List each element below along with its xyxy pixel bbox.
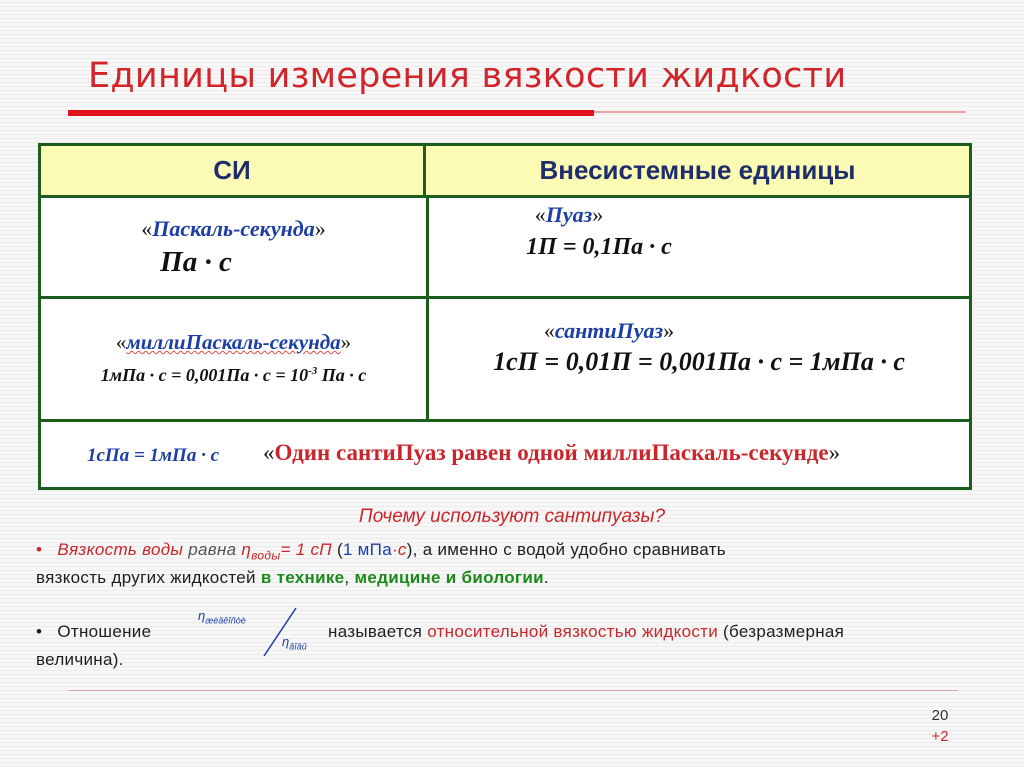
row-divider-2 <box>41 419 969 422</box>
equivalence-formula: 1сПа = 1мПа · с <box>87 445 220 466</box>
millipascal-formula: $1мПа \cdot с = 0,001Па \cdot с = 10^{-3}$ Па · с <box>100 365 367 385</box>
millipascal-unit-name: «миллиПаскаль-секунда» <box>115 330 352 354</box>
units-table <box>38 143 972 490</box>
viscosity-ratio-fraction: $\eta_{æèäêîñòè}$ $\eta_{âîäû}$ <box>198 606 328 662</box>
title-underline-thin <box>594 111 966 113</box>
poise-unit-name: «Пуаз» <box>534 202 604 227</box>
footer-rule <box>68 690 958 691</box>
question-heading: Почему используют сантипуазы? <box>358 506 666 527</box>
header-si: СИ <box>41 146 426 198</box>
slide-title: Единицы измерения вязкости жидкости <box>88 56 847 96</box>
centipoise-formula: 1сП = 0,01П = 0,001Па · с = 1мПа · с <box>493 347 905 376</box>
row-divider-1 <box>41 296 969 299</box>
page-number: 20 <box>931 707 949 724</box>
si-unit-symbol: Па · с <box>160 246 232 278</box>
title-underline-thick <box>68 110 594 116</box>
column-divider <box>426 198 429 422</box>
si-unit-name: «Паскаль-секунда» <box>141 216 326 241</box>
equivalence-statement: «Один сантиПуаз равен одной миллиПаскаль-секунде» <box>263 440 841 465</box>
bullet-relative-viscosity-line2: величина). <box>36 650 124 669</box>
bullet-relative-viscosity-rest: называется относительной вязкостью жидкости (безразмерная <box>328 622 845 641</box>
bullet-water-viscosity-line2: вязкость других жидкостей в технике, медицине и биологии. <box>36 568 549 587</box>
page-increment: +2 <box>931 728 949 745</box>
bullet-water-viscosity: • Вязкость воды равна $\eta_{воды}= 1$ сП (1 мПа·с), а именно с водой удобно сравнивать <box>36 540 726 563</box>
header-nonsystem: Внесистемные единицы <box>426 146 969 198</box>
bullet-relative-viscosity: • Отношение <box>36 622 152 641</box>
poise-formula: 1П = 0,1Па · с <box>526 234 672 260</box>
centipoise-unit-name: «сантиПуаз» <box>543 318 675 343</box>
